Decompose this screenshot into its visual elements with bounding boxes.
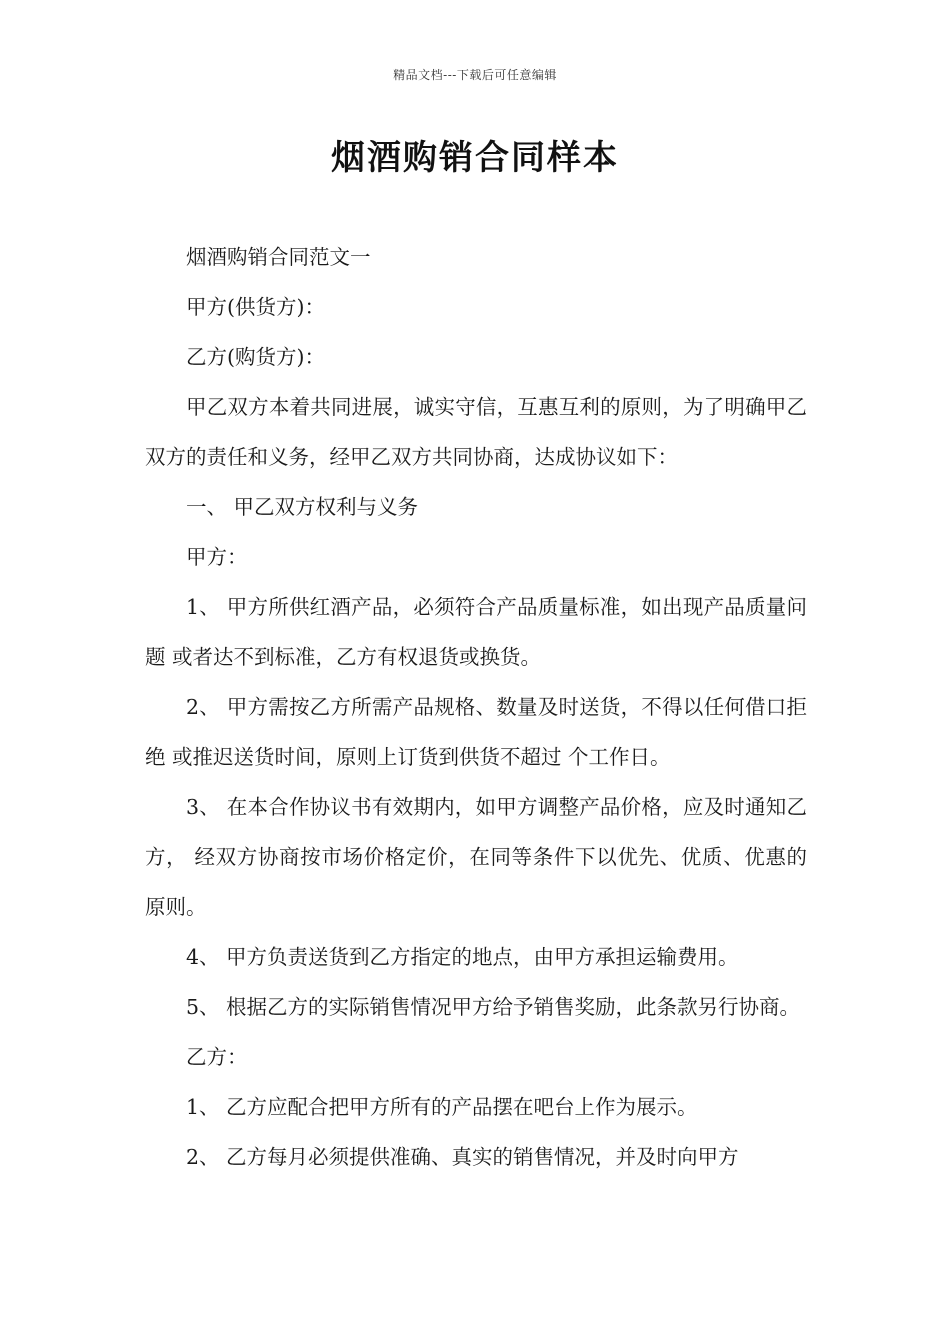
party-a-clause-4: 4、 甲方负责送货到乙方指定的地点，由甲方承担运输费用。 <box>186 945 739 969</box>
party-a-heading: 甲方： <box>186 545 248 569</box>
paragraph-party-a: 甲方(供货方)： <box>186 295 325 319</box>
party-b-heading: 乙方： <box>186 1045 248 1069</box>
paragraph-preamble: 甲乙双方本着共同进展，诚实守信，互惠互利的原则，为了明确甲乙双方的责任和义务，经甲乙双方共同协商，达成协议如下： <box>145 395 807 469</box>
header-note: 精品文档---下载后可任意编辑 <box>393 68 557 82</box>
party-a-clause-1: 1、 甲方所供红酒产品，必须符合产品质量标准，如出现产品质量问题 或者达不到标准，乙方有权退货或换货。 <box>145 595 807 669</box>
party-a-clause-3: 3、 在本合作协议书有效期内，如甲方调整产品价格，应及时通知乙方， 经双方协商按市场价格定价，在同等条件下以优先、优质、优惠的原则。 <box>145 795 807 919</box>
document-title: 烟酒购销合同样本 <box>331 138 619 178</box>
paragraph-subtitle: 烟酒购销合同范文一 <box>186 245 371 269</box>
party-b-clause-2: 2、 乙方每月必须提供准确、真实的销售情况，并及时向甲方 <box>186 1145 739 1169</box>
section-heading-rights: 一、 甲乙双方权利与义务 <box>186 495 419 519</box>
party-b-clause-1: 1、 乙方应配合把甲方所有的产品摆在吧台上作为展示。 <box>186 1095 698 1119</box>
party-a-clause-2: 2、 甲方需按乙方所需产品规格、数量及时送货，不得以任何借口拒绝 或推迟送货时间，原则上订货到供货不超过 个工作日。 <box>145 695 807 769</box>
party-a-clause-5: 5、 根据乙方的实际销售情况甲方给予销售奖励，此条款另行协商。 <box>186 995 801 1019</box>
paragraph-party-b: 乙方(购货方)： <box>186 345 325 369</box>
document-body <box>145 232 807 1182</box>
